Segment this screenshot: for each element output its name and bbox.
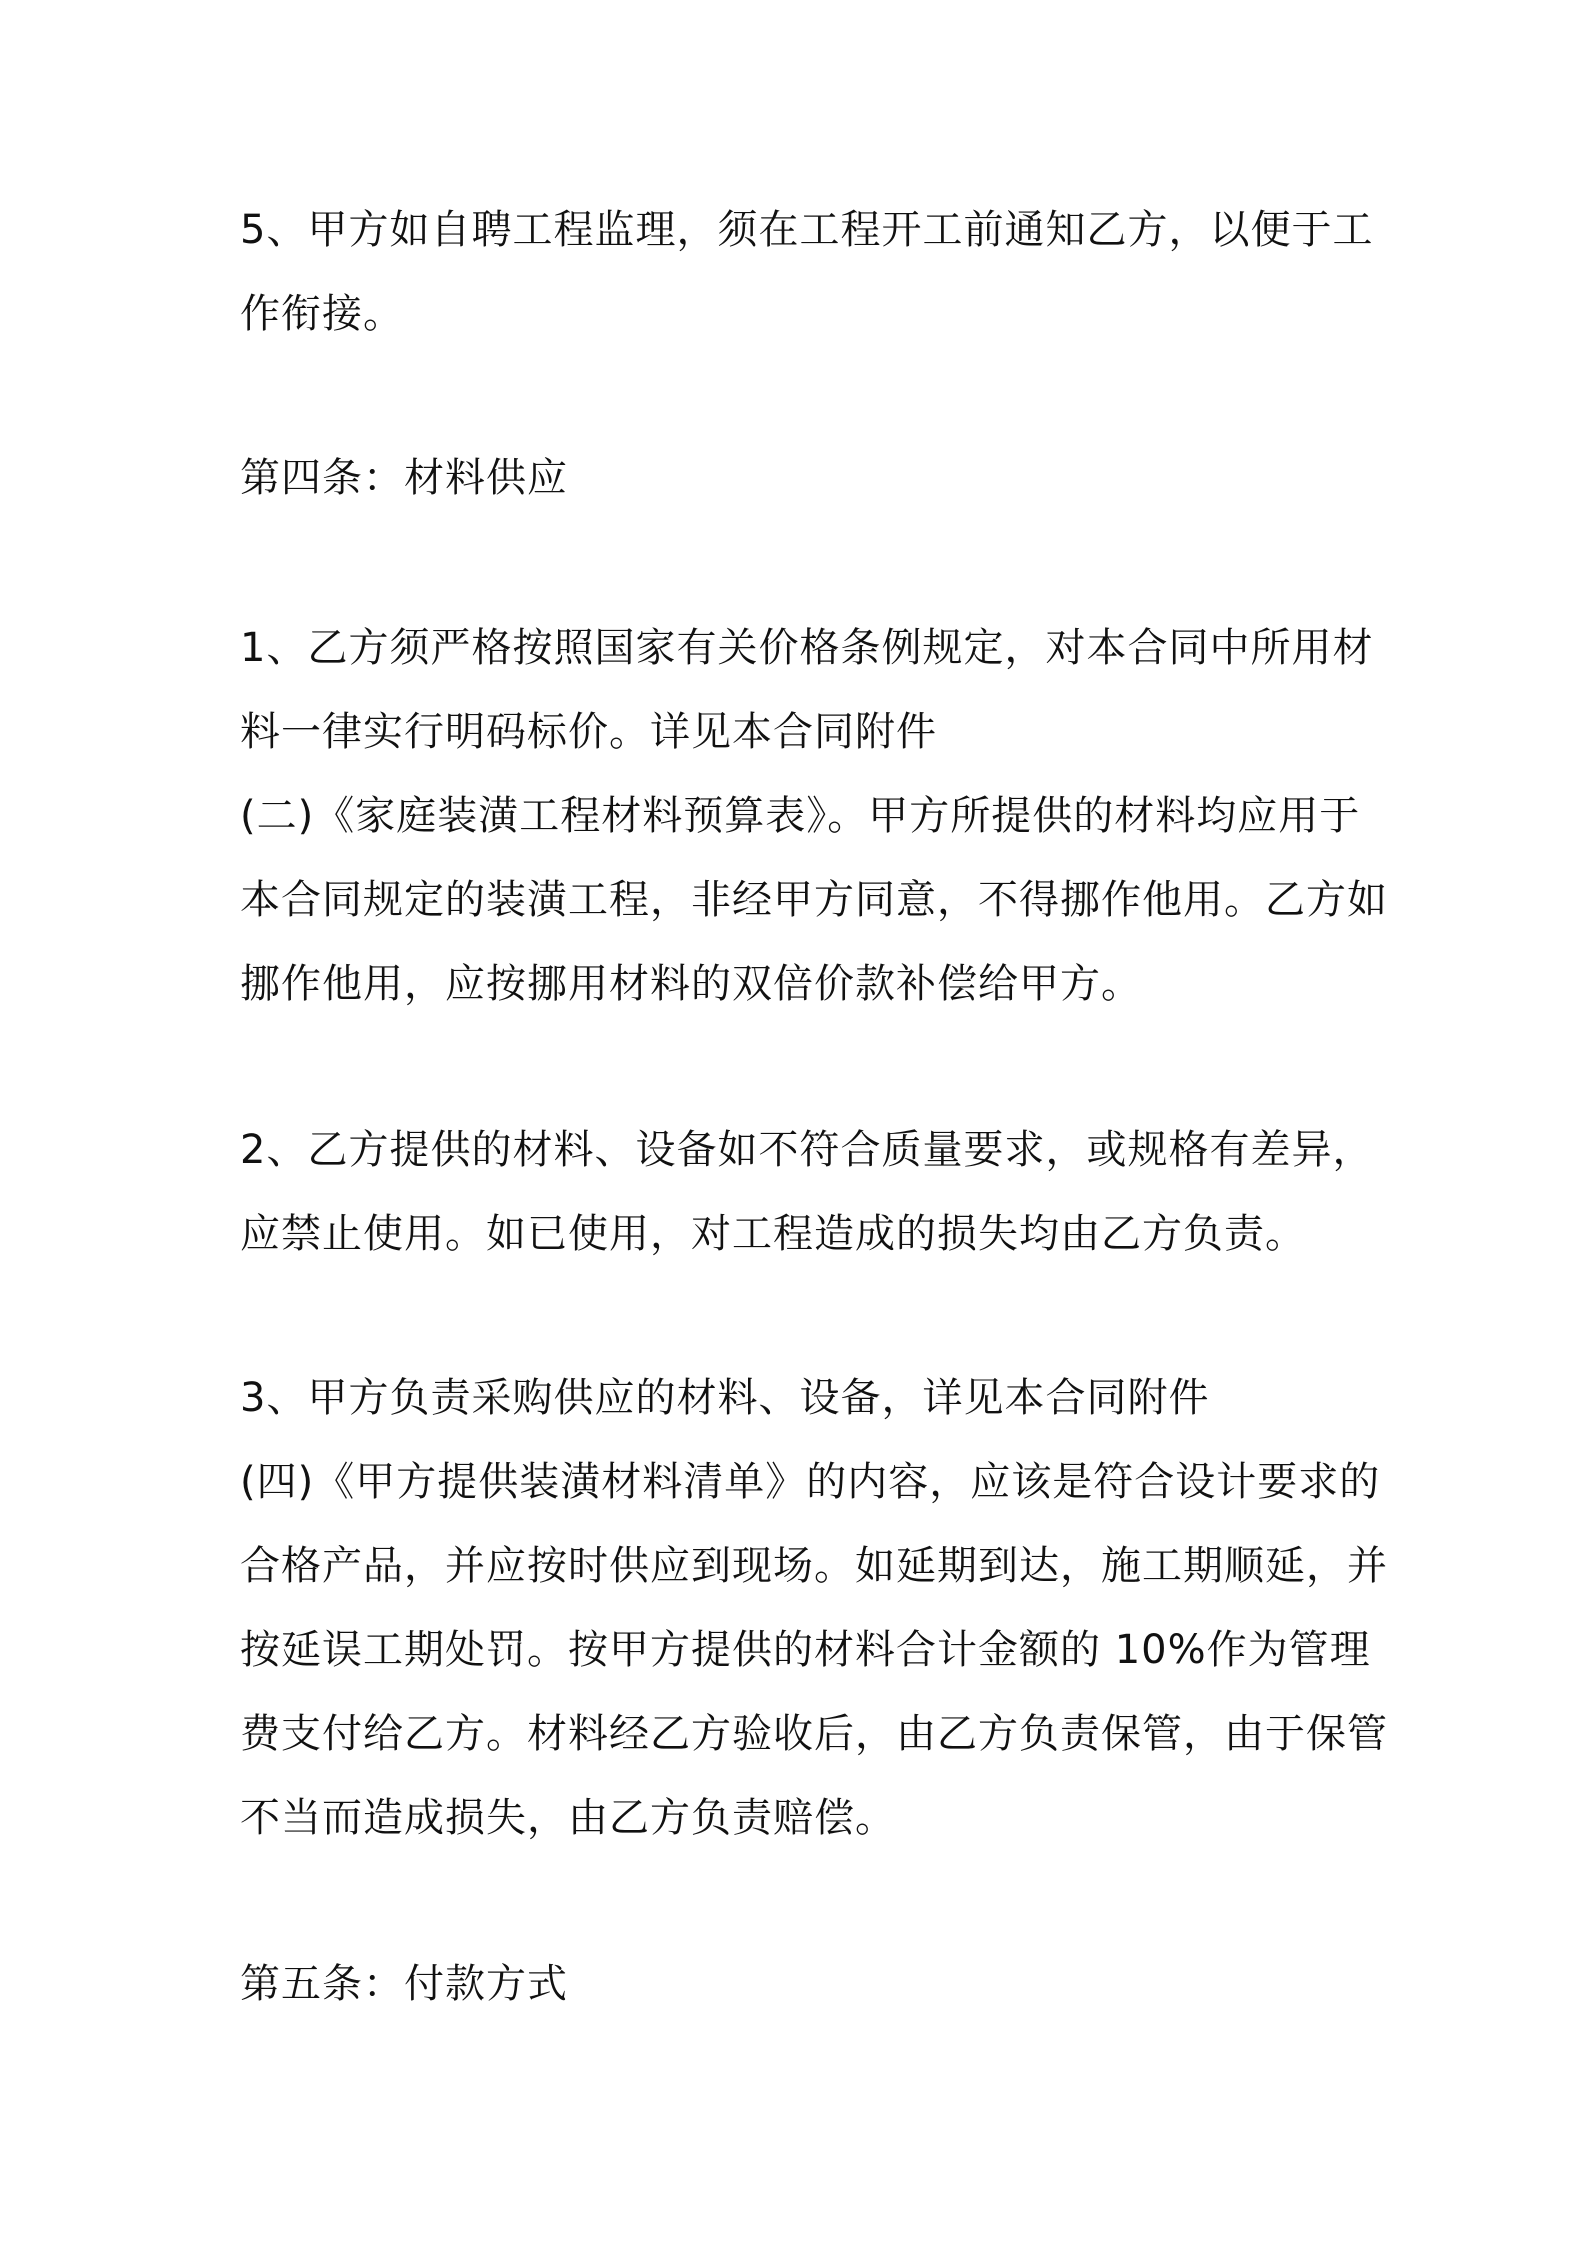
text-line: 应禁止使用。如已使用，对工程造成的损失均由乙方负责。 [240,1211,1306,1257]
text-line: 合格产品，并应按时供应到现场。如延期到达，施工期顺延，并 [240,1543,1388,1589]
article-4-heading [240,436,1360,520]
text-line: 2、乙方提供的材料、设备如不符合质量要求，或规格有差异， [240,1127,1374,1173]
text-line: 费支付给乙方。材料经乙方验收后，由乙方负责保管，由于保管 [240,1711,1388,1757]
article-4-item-1-paragraph [240,606,1388,1026]
text-line: 挪作他用，应按挪用材料的双倍价款补偿给甲方。 [240,961,1142,1007]
text-line: 按延误工期处罚。按甲方提供的材料合计金额的 10%作为管理 [240,1627,1371,1673]
text-line: 5、甲方如自聘工程监理，须在工程开工前通知乙方，以便于工 [240,207,1374,253]
text-line: 作衔接。 [240,291,404,337]
text-line: 料一律实行明码标价。详见本合同附件 [240,709,937,755]
heading-text: 第五条：付款方式 [240,1961,568,2007]
text-line: 3、甲方负责采购供应的材料、设备，详见本合同附件 [240,1375,1210,1421]
article-4-item-2-paragraph [240,1108,1374,1276]
article-5-heading [240,1942,1360,2026]
text-line: (二)《家庭装潢工程材料预算表》。甲方所提供的材料均应用于 [240,793,1361,839]
article-4-item-3-paragraph [240,1356,1388,1860]
clause-5-paragraph [240,188,1374,356]
text-line: 本合同规定的装潢工程，非经甲方同意，不得挪作他用。乙方如 [240,877,1388,923]
text-line: (四)《甲方提供装潢材料清单》的内容，应该是符合设计要求的 [240,1459,1381,1505]
heading-text: 第四条：材料供应 [240,455,568,501]
text-line: 不当而造成损失，由乙方负责赔偿。 [240,1795,896,1841]
text-line: 1、乙方须严格按照国家有关价格条例规定，对本合同中所用材 [240,625,1374,671]
